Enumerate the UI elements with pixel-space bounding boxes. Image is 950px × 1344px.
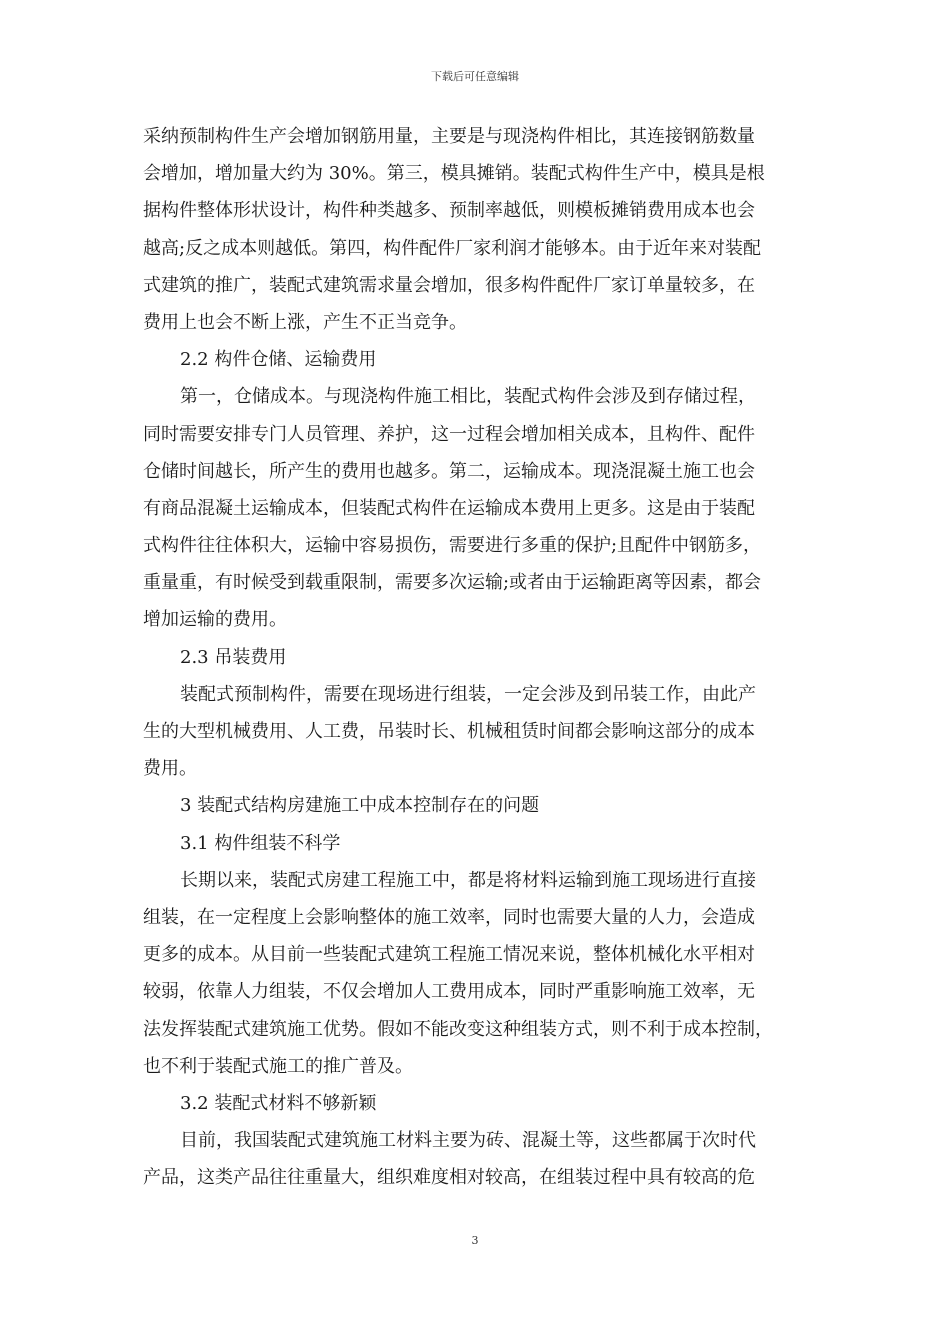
body-line: 采纳预制构件生产会增加钢筋用量，主要是与现浇构件相比，其连接钢筋数量 bbox=[143, 126, 755, 147]
body-line: 长期以来，装配式房建工程施工中，都是将材料运输到施工现场进行直接 bbox=[180, 869, 756, 891]
body-line: 组装，在一定程度上会影响整体的施工效率，同时也需要大量的人力，会造成 bbox=[143, 906, 755, 928]
body-line: 也不利于装配式施工的推广普及。 bbox=[143, 1055, 413, 1077]
body-line: 同时需要安排专门人员管理、养护，这一过程会增加相关成本，且构件、配件 bbox=[143, 423, 755, 445]
body-line: 仓储时间越长，所产生的费用也越多。第二，运输成本。现浇混凝土施工也会 bbox=[143, 460, 755, 482]
document-body bbox=[143, 118, 813, 1196]
section-heading: 3.1 构件组装不科学 bbox=[180, 832, 341, 854]
body-line: 费用。 bbox=[143, 758, 197, 780]
body-line: 第一，仓储成本。与现浇构件施工相比，装配式构件会涉及到存储过程， bbox=[180, 386, 756, 408]
body-line: 更多的成本。从目前一些装配式建筑工程施工情况来说，整体机械化水平相对 bbox=[143, 944, 755, 966]
body-line: 有商品混凝土运输成本，但装配式构件在运输成本费用上更多。这是由于装配 bbox=[143, 497, 755, 519]
body-line: 越高;反之成本则越低。第四，构件配件厂家利润才能够本。由于近年来对装配 bbox=[143, 237, 762, 259]
body-line: 据构件整体形状设计，构件种类越多、预制率越低，则模板摊销费用成本也会 bbox=[143, 200, 755, 222]
body-line: 重量重，有时候受到载重限制，需要多次运输;或者由于运输距离等因素，都会 bbox=[143, 572, 762, 594]
section-heading: 2.2 构件仓储、运输费用 bbox=[180, 349, 377, 371]
page-number: 3 bbox=[471, 1234, 479, 1247]
section-heading: 2.3 吊装费用 bbox=[180, 646, 287, 668]
body-line: 产品，这类产品往往重量大，组织难度相对较高，在组装过程中具有较高的危 bbox=[143, 1167, 755, 1189]
body-line: 费用上也会不断上涨，产生不正当竞争。 bbox=[143, 311, 467, 333]
body-line: 会增加，增加量大约为 30%。第三，模具摊销。装配式构件生产中，模具是根 bbox=[143, 163, 765, 185]
body-line: 较弱，依靠人力组装，不仅会增加人工费用成本，同时严重影响施工效率，无 bbox=[143, 981, 755, 1003]
body-line: 装配式预制构件，需要在现场进行组装，一定会涉及到吊装工作，由此产 bbox=[180, 683, 756, 705]
body-line: 式建筑的推广，装配式建筑需求量会增加，很多构件配件厂家订单量较多，在 bbox=[143, 274, 755, 296]
body-line: 法发挥装配式建筑施工优势。假如不能改变这种组装方式，则不利于成本控制， bbox=[143, 1018, 773, 1040]
body-line: 式构件往往体积大，运输中容易损伤，需要进行多重的保护;且配件中钢筋多， bbox=[143, 535, 762, 557]
body-line: 增加运输的费用。 bbox=[143, 609, 287, 631]
section-heading: 3.2 装配式材料不够新颖 bbox=[180, 1092, 377, 1114]
body-line: 生的大型机械费用、人工费，吊装时长、机械租赁时间都会影响这部分的成本 bbox=[143, 721, 755, 742]
page-header: 下载后可任意编辑 bbox=[431, 70, 519, 83]
body-line: 目前，我国装配式建筑施工材料主要为砖、混凝土等，这些都属于次时代 bbox=[180, 1130, 756, 1152]
section-heading: 3 装配式结构房建施工中成本控制存在的问题 bbox=[180, 795, 540, 817]
